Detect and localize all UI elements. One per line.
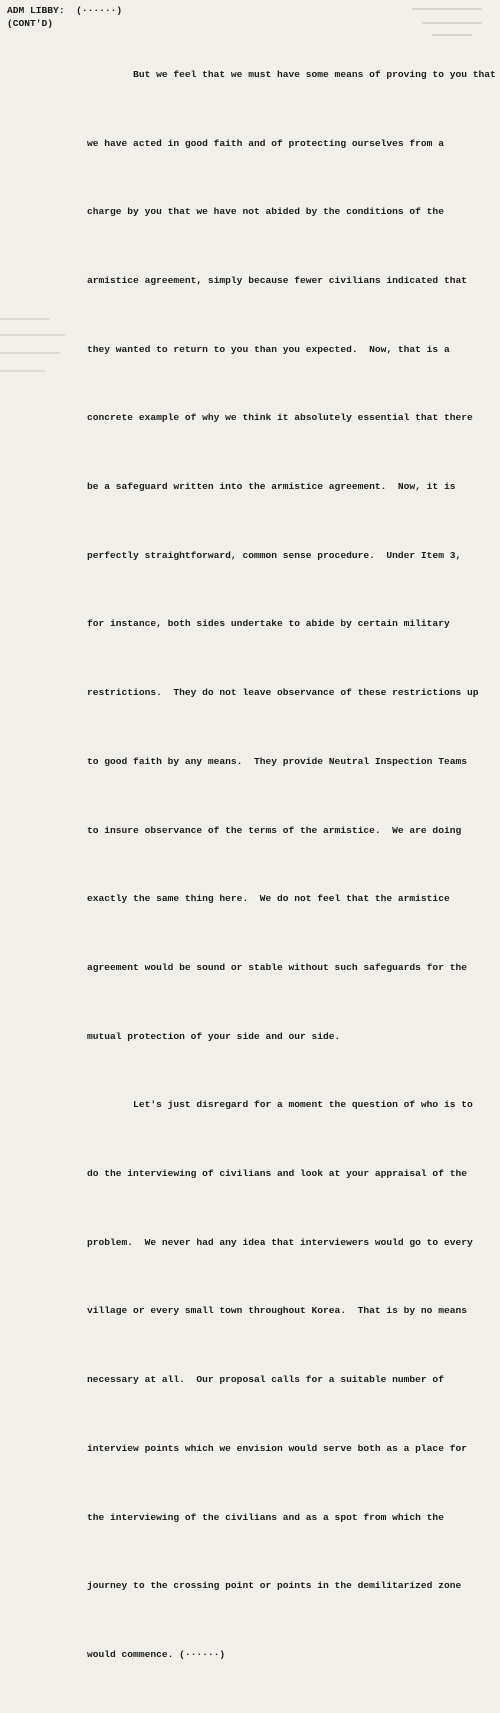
text-line: the interviewing of the civilians and as a spot from which the (87, 1511, 444, 1523)
text-line: we have acted in good faith and of protecting ourselves from a (87, 137, 444, 149)
text-line: restrictions. They do not leave observance of these restrictions up (87, 687, 479, 699)
text-line: concrete example of why we think it absolutely essential that there (87, 412, 473, 424)
text-line: necessary at all. Our proposal calls for a suitable number of (87, 1374, 444, 1386)
text-line: to good faith by any means. They provide Neutral Inspection Teams (87, 755, 467, 767)
text-line: But we feel that we must have some means of proving to you that (87, 68, 496, 80)
text-line: mutual protection of your side and our side. (87, 1030, 341, 1042)
speaker-ellipsis: (······) (76, 5, 123, 16)
bleed-through-mark (0, 312, 70, 382)
text-line: journey to the crossing point or points in the demilitarized zone (87, 1580, 462, 1592)
text-line: do the interviewing of civilians and look at your appraisal of the (87, 1168, 467, 1180)
text-line: interview points which we envision would serve both as a place for (87, 1442, 467, 1454)
text-line: village or every small town throughout Korea. That is by no means (87, 1305, 467, 1317)
text-line: to insure observance of the terms of the armistice. We are doing (87, 824, 462, 836)
text-line: exactly the same thing here. We do not feel that the armistice (87, 893, 450, 905)
text-line: problem. We never had any idea that interviewers would go to every (87, 1236, 473, 1248)
text-line: armistice agreement, simply because fewer civilians indicated that (87, 274, 467, 286)
speaker-continued: (CONT'D) (7, 18, 54, 29)
text-line: perfectly straightforward, common sense procedure. Under Item 3, (87, 549, 462, 561)
text-line: agreement would be sound or stable without such safeguards for the (87, 961, 467, 973)
transcript-body (87, 18, 497, 1713)
speaker-name: ADM LIBBY: (7, 5, 65, 16)
text-line: charge by you that we have not abided by the conditions of the (87, 206, 444, 218)
text-line: for instance, both sides undertake to abide by certain military (87, 618, 450, 630)
text-line: be a safeguard written into the armistice agreement. Now, it is (87, 481, 456, 493)
text-line: would commence. (······) (87, 1648, 226, 1660)
text-line: they wanted to return to you than you expected. Now, that is a (87, 343, 450, 355)
text-line: Let's just disregard for a moment the question of who is to (87, 1099, 473, 1111)
